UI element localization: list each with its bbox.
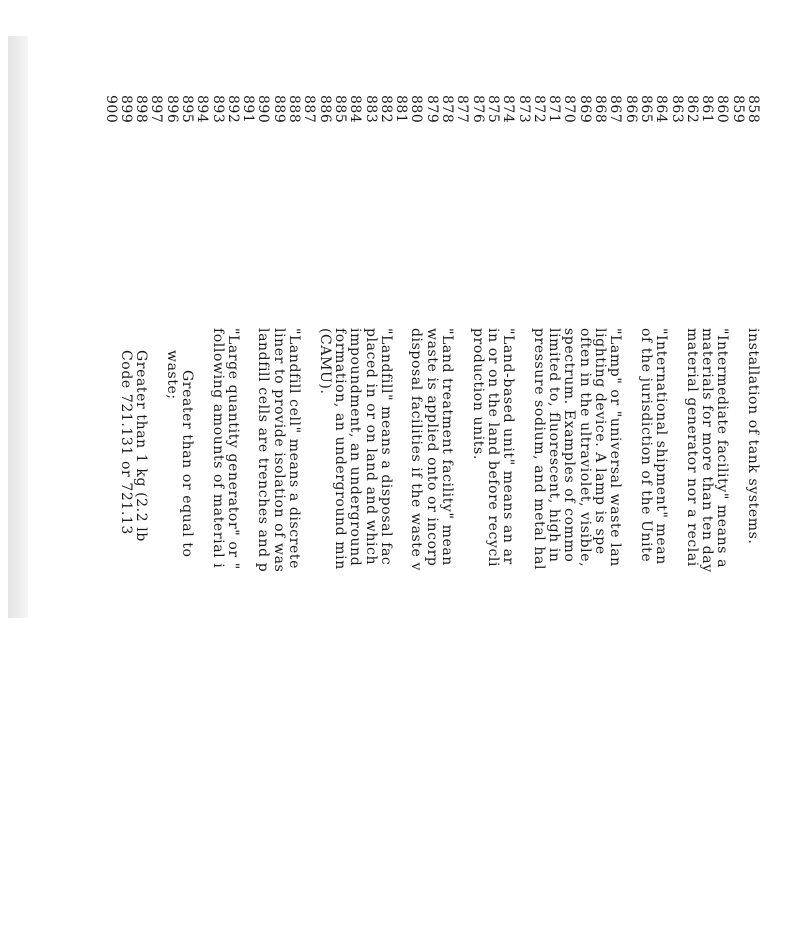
text-line: waste is applied onto or incorp <box>423 328 440 567</box>
text-line: spectrum. Examples of commo <box>561 328 578 563</box>
document-body <box>102 328 760 928</box>
line-number: 899 <box>117 95 134 124</box>
line-number: 858 <box>745 95 761 124</box>
text-line: production units. <box>469 328 486 460</box>
line-number: 877 <box>454 95 471 124</box>
line-number: 866 <box>622 95 639 124</box>
line-number: 897 <box>148 95 165 124</box>
line-number: 884 <box>347 95 364 124</box>
text-line: "International shipment" mean <box>653 328 670 565</box>
line-number: 875 <box>484 95 501 124</box>
line-number: 881 <box>393 95 410 124</box>
line-number: 872 <box>530 95 547 124</box>
line-number: 891 <box>240 95 257 124</box>
text-line: "Landfill cell" means a discrete <box>286 328 303 570</box>
rotated-document-page <box>102 95 761 635</box>
text-line: material generator nor a reclai <box>683 328 700 567</box>
line-number: 890 <box>255 95 272 124</box>
line-number: 867 <box>607 95 624 124</box>
text-line: often in the ultraviolet, visible, <box>576 328 593 568</box>
text-line <box>148 328 163 928</box>
line-number: 889 <box>270 95 287 124</box>
text-line: in or on the land before recycli <box>484 328 501 568</box>
line-number: 861 <box>699 95 716 124</box>
text-line <box>515 328 530 928</box>
line-number: 885 <box>331 95 348 124</box>
text-line: "Lamp" or "universal waste lan <box>607 328 624 567</box>
line-number: 859 <box>729 95 746 124</box>
text-line: (CAMU). <box>316 328 333 395</box>
text-line: limited to, fluorescent, high in <box>546 328 563 563</box>
text-line: of the jurisdiction of the Unite <box>637 328 654 563</box>
text-line <box>240 328 255 928</box>
text-line: disposal facilities if the waste v <box>408 328 425 571</box>
text-line <box>194 328 209 928</box>
line-number: 869 <box>576 95 593 124</box>
line-number: 863 <box>668 95 685 124</box>
line-number: 870 <box>561 95 578 124</box>
text-line: "Large quantity generator" or " <box>224 328 241 570</box>
line-number: 876 <box>469 95 486 124</box>
line-number: 871 <box>546 95 563 124</box>
line-number: 900 <box>102 95 119 124</box>
line-number: 886 <box>316 95 333 124</box>
text-line: installation of tank systems. <box>745 328 761 545</box>
line-number: 873 <box>515 95 532 124</box>
line-number: 896 <box>163 95 180 124</box>
line-number: 892 <box>224 95 241 124</box>
text-line: "Land treatment facility" mean <box>439 328 456 566</box>
line-number: 894 <box>194 95 211 124</box>
text-line <box>301 328 316 928</box>
text-line: liner to provide isolation of was <box>270 328 287 573</box>
line-number: 874 <box>500 95 517 124</box>
line-number: 880 <box>408 95 425 124</box>
text-line <box>622 328 637 928</box>
line-number: 887 <box>301 95 318 124</box>
text-line: pressure sodium, and metal hal <box>530 328 547 571</box>
text-line: "Land-based unit" means an ar <box>500 328 517 565</box>
text-line: following amounts of material i <box>209 328 226 569</box>
line-number: 862 <box>683 95 700 124</box>
text-line: Greater than 1 kg (2.2 lb <box>133 350 150 542</box>
text-line: placed in or on land and which <box>362 328 379 566</box>
line-number: 864 <box>653 95 670 124</box>
text-line: lighting device. A lamp is spe <box>592 328 609 555</box>
line-number: 865 <box>637 95 654 124</box>
text-line: Code 721.131 or 721.13 <box>117 350 134 535</box>
line-number: 888 <box>286 95 303 124</box>
line-number: 883 <box>362 95 379 124</box>
line-number: 879 <box>423 95 440 124</box>
line-number: 860 <box>714 95 731 124</box>
line-number: 878 <box>439 95 456 124</box>
text-line: "Intermediate facility" means a <box>714 328 731 569</box>
text-line <box>729 328 744 928</box>
text-line <box>102 328 117 928</box>
text-line <box>668 328 683 928</box>
scan-edge-shadow <box>8 36 28 618</box>
line-number: 868 <box>592 95 609 124</box>
text-line: "Landfill" means a disposal fac <box>377 328 394 566</box>
text-line: Greater than or equal to <box>179 370 196 558</box>
line-number: 898 <box>133 95 150 124</box>
line-number-column <box>102 95 760 123</box>
text-line: formation, an underground min <box>331 328 348 570</box>
line-number: 893 <box>209 95 226 124</box>
text-line: materials for more than ten day <box>699 328 716 573</box>
text-line: impoundment, an underground <box>347 328 364 567</box>
line-number: 895 <box>179 95 196 124</box>
text-line <box>393 328 408 928</box>
line-number: 882 <box>377 95 394 124</box>
text-line <box>454 328 469 928</box>
text-line: waste; <box>163 350 180 400</box>
text-line: landfill cells are trenches and p <box>255 328 272 573</box>
